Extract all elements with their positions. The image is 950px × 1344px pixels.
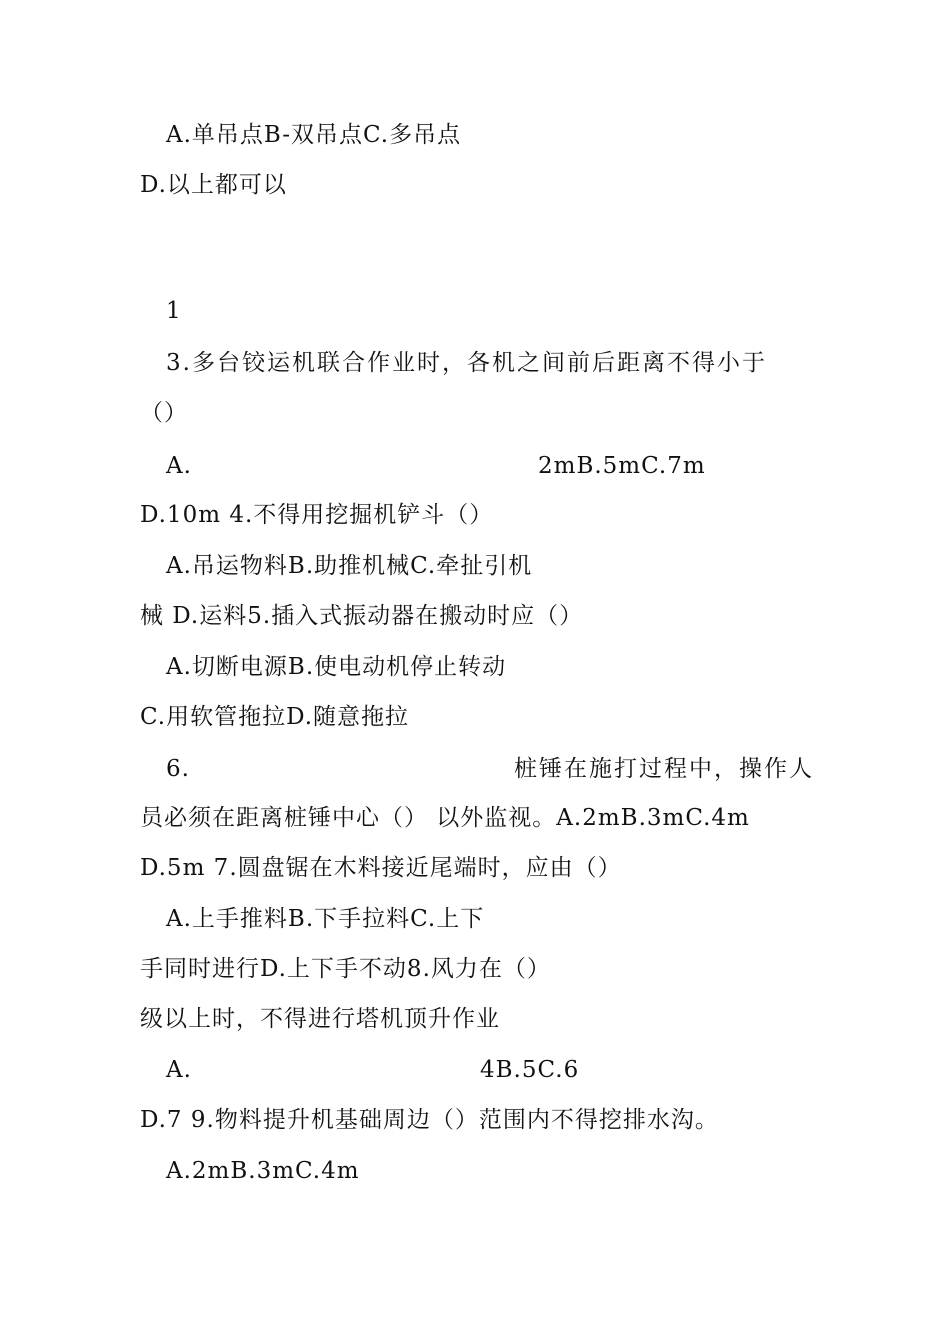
q3-option-a-label: A. [166, 453, 192, 479]
q4-text: D.10m 4.不得用挖掘机铲斗（） [140, 502, 494, 528]
q6-text: 桩锤在施打过程中，操作人 [514, 756, 814, 782]
q8-text: 手同时进行D.上下手不动8.风力在（） [140, 956, 551, 982]
q9-options: A.2mB.3mC.4m [166, 1158, 360, 1184]
q5-text: 械 D.运料5.插入式振动器在搬动时应（） [140, 603, 584, 629]
q7-text: D.5m 7.圆盘锯在木料接近尾端时，应由（） [140, 855, 622, 881]
q3-options: 2mB.5mC.7m [538, 453, 706, 479]
q4-options-line-1: A.吊运物料B.助推机械C.牵扯引机 [166, 553, 533, 579]
q8-text-continued: 级以上时，不得进行塔机顶升作业 [140, 1006, 500, 1032]
q9-text: D.7 9.物料提升机基础周边（）范围内不得挖排水沟。 [140, 1107, 719, 1133]
page-number: 1 [166, 298, 182, 324]
q8-options: 4B.5C.6 [480, 1057, 580, 1083]
q8-option-a-label: A. [166, 1057, 192, 1083]
q2-options-line-2: D.以上都可以 [140, 172, 287, 198]
q6-number: 6. [166, 756, 190, 782]
q2-options-line-1: A.单吊点B-双吊点C.多吊点 [166, 122, 462, 148]
q5-options-line-1: A.切断电源B.使电动机停止转动 [166, 654, 507, 680]
q7-options-line-1: A.上手推料B.下手拉料C.上下 [166, 906, 485, 932]
q3-text: 3.多台铰运机联合作业时，各机之间前后距离不得小于 [166, 350, 767, 376]
q6-text-continued: 员必须在距离桩锤中心（） 以外监视。A.2mB.3mC.4m [140, 805, 750, 831]
q5-options-line-2: C.用软管拖拉D.随意拖拉 [140, 704, 410, 730]
q3-blank: （） [140, 400, 188, 426]
